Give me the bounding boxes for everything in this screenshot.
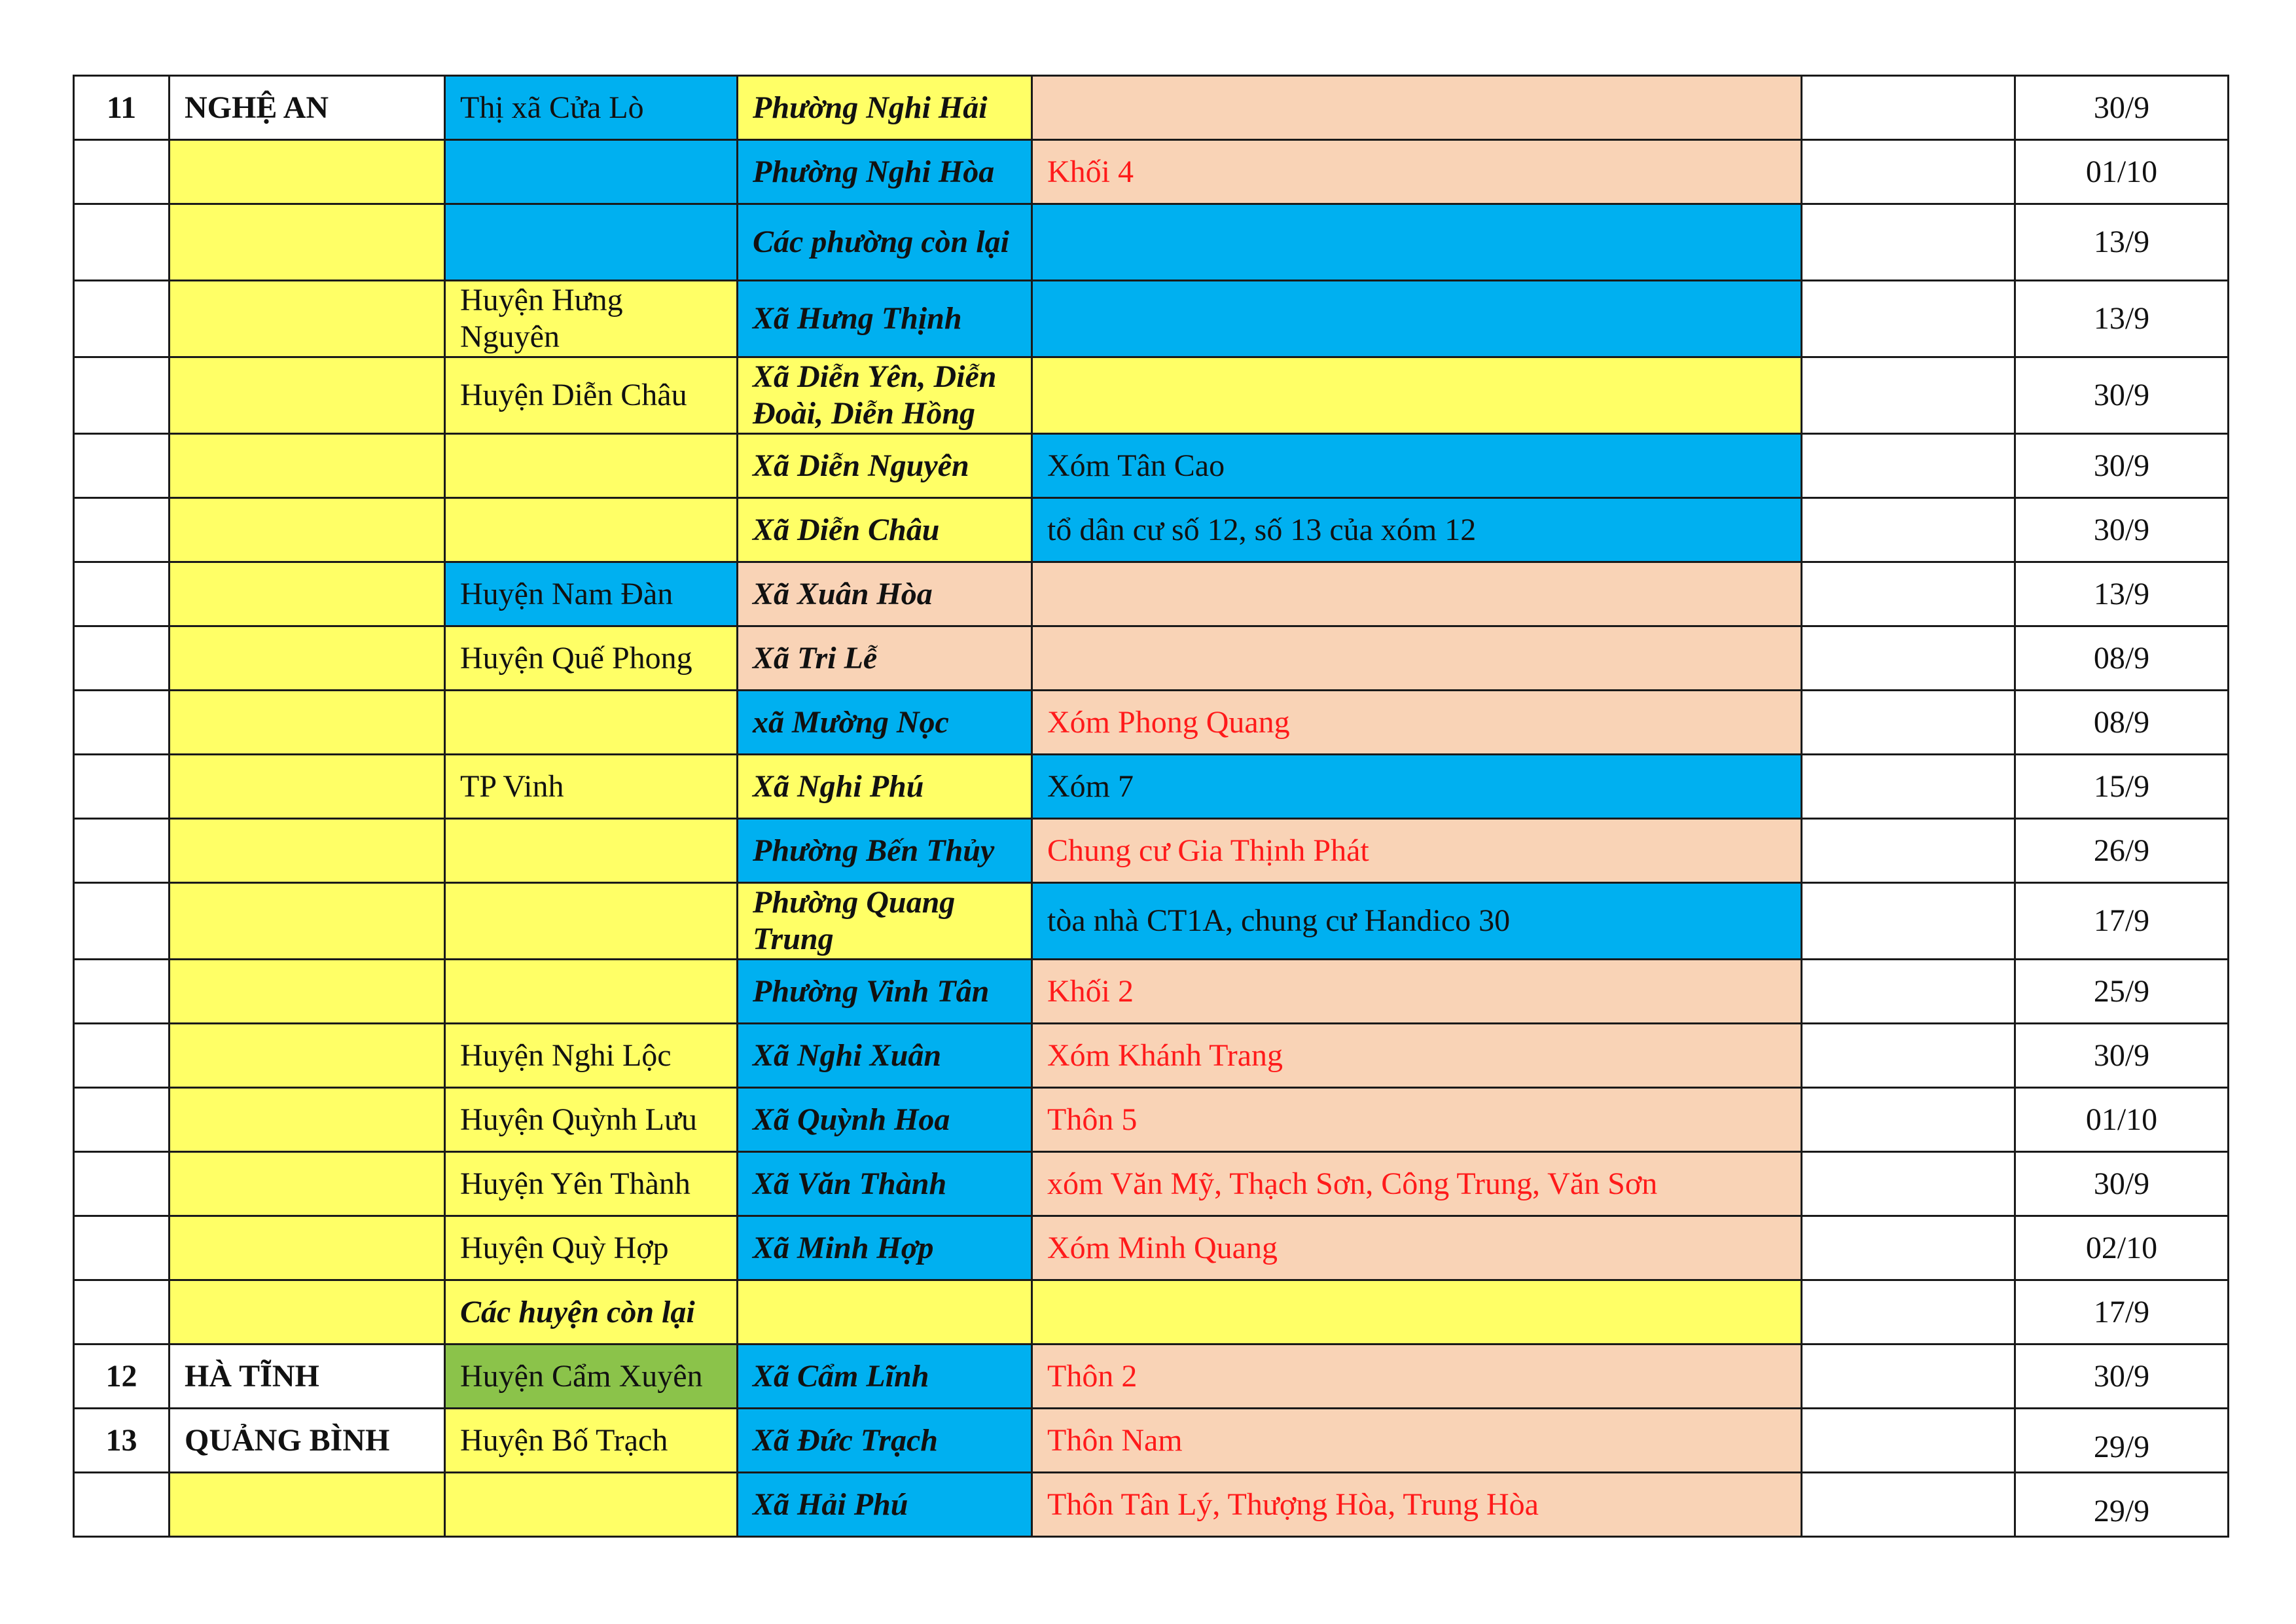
area-cell: Thôn Nam [1032, 1409, 1802, 1473]
province-cell [170, 755, 445, 819]
area-cell [1032, 1280, 1802, 1344]
date-cell: 30/9 [2015, 498, 2229, 562]
province-cell: HÀ TĨNH [170, 1344, 445, 1409]
ward-cell: Phường Quang Trung [738, 883, 1032, 960]
stt-cell: 12 [74, 1344, 170, 1409]
ward-cell: Phường Vinh Tân [738, 960, 1032, 1024]
ward-cell: Xã Hưng Thịnh [738, 281, 1032, 357]
table-row [74, 960, 2229, 1024]
table-row [74, 1280, 2229, 1344]
stt-cell [74, 498, 170, 562]
table-row [74, 1216, 2229, 1280]
empty-cell [1802, 498, 2015, 562]
table-row [74, 819, 2229, 883]
table-row [74, 755, 2229, 819]
table-row [74, 562, 2229, 626]
date-cell: 29/9 [2015, 1473, 2229, 1537]
empty-cell [1802, 1024, 2015, 1088]
province-cell [170, 960, 445, 1024]
empty-cell [1802, 204, 2015, 281]
stt-cell [74, 691, 170, 755]
district-cell [445, 498, 738, 562]
area-cell [1032, 76, 1802, 140]
district-cell [445, 434, 738, 498]
district-cell: Thị xã Cửa Lò [445, 76, 738, 140]
province-cell [170, 691, 445, 755]
table-row [74, 1024, 2229, 1088]
table-row [74, 357, 2229, 434]
empty-cell [1802, 1409, 2015, 1473]
date-cell: 13/9 [2015, 204, 2229, 281]
province-cell [170, 1216, 445, 1280]
stt-cell [74, 755, 170, 819]
district-cell: Huyện Quỳnh Lưu [445, 1088, 738, 1152]
empty-cell [1802, 140, 2015, 204]
stt-cell: 13 [74, 1409, 170, 1473]
ward-cell: Xã Nghi Phú [738, 755, 1032, 819]
province-cell [170, 883, 445, 960]
table-row [74, 140, 2229, 204]
empty-cell [1802, 1473, 2015, 1537]
table-row [74, 691, 2229, 755]
area-cell [1032, 281, 1802, 357]
stt-cell [74, 626, 170, 691]
empty-cell [1802, 1088, 2015, 1152]
province-cell: QUẢNG BÌNH [170, 1409, 445, 1473]
table-row [74, 76, 2229, 140]
district-cell [445, 691, 738, 755]
ward-cell: Xã Cẩm Lĩnh [738, 1344, 1032, 1409]
date-cell: 30/9 [2015, 1344, 2229, 1409]
ward-cell: Xã Văn Thành [738, 1152, 1032, 1216]
district-cell [445, 819, 738, 883]
district-cell: Huyện Quế Phong [445, 626, 738, 691]
ward-cell: Phường Bến Thủy [738, 819, 1032, 883]
area-cell: Xóm Khánh Trang [1032, 1024, 1802, 1088]
date-cell: 01/10 [2015, 140, 2229, 204]
area-cell [1032, 204, 1802, 281]
empty-cell [1802, 755, 2015, 819]
date-cell: 30/9 [2015, 1152, 2229, 1216]
ward-cell: Xã Diễn Nguyên [738, 434, 1032, 498]
stt-cell [74, 281, 170, 357]
date-cell: 13/9 [2015, 281, 2229, 357]
ward-cell: Xã Tri Lễ [738, 626, 1032, 691]
stt-cell [74, 819, 170, 883]
stt-cell [74, 204, 170, 281]
ward-cell: Phường Nghi Hải [738, 76, 1032, 140]
date-cell: 01/10 [2015, 1088, 2229, 1152]
date-cell: 29/9 [2015, 1409, 2229, 1473]
empty-cell [1802, 1152, 2015, 1216]
area-cell: xóm Văn Mỹ, Thạch Sơn, Công Trung, Văn Sơn [1032, 1152, 1802, 1216]
ward-cell: Xã Minh Hợp [738, 1216, 1032, 1280]
district-cell [445, 1473, 738, 1537]
province-cell [170, 204, 445, 281]
date-cell: 17/9 [2015, 883, 2229, 960]
empty-cell [1802, 357, 2015, 434]
empty-cell [1802, 960, 2015, 1024]
area-cell: Khối 4 [1032, 140, 1802, 204]
date-cell: 30/9 [2015, 1024, 2229, 1088]
table-row [74, 883, 2229, 960]
date-cell: 13/9 [2015, 562, 2229, 626]
empty-cell [1802, 626, 2015, 691]
table-row [74, 626, 2229, 691]
ward-cell: Phường Nghi Hòa [738, 140, 1032, 204]
area-cell: Xóm Minh Quang [1032, 1216, 1802, 1280]
province-cell [170, 357, 445, 434]
district-cell: Huyện Diễn Châu [445, 357, 738, 434]
stt-cell [74, 357, 170, 434]
date-cell: 30/9 [2015, 357, 2229, 434]
ward-cell [738, 1280, 1032, 1344]
empty-cell [1802, 76, 2015, 140]
area-cell: Thôn 5 [1032, 1088, 1802, 1152]
date-cell: 30/9 [2015, 76, 2229, 140]
province-cell [170, 434, 445, 498]
province-cell [170, 1280, 445, 1344]
province-cell [170, 281, 445, 357]
district-cell [445, 883, 738, 960]
stt-cell [74, 1280, 170, 1344]
province-cell [170, 1473, 445, 1537]
date-cell: 30/9 [2015, 434, 2229, 498]
province-cell [170, 1024, 445, 1088]
area-cell: Xóm Tân Cao [1032, 434, 1802, 498]
area-cell: tòa nhà CT1A, chung cư Handico 30 [1032, 883, 1802, 960]
empty-cell [1802, 562, 2015, 626]
area-cell: Xóm Phong Quang [1032, 691, 1802, 755]
table-row [74, 1152, 2229, 1216]
ward-cell: Xã Quỳnh Hoa [738, 1088, 1032, 1152]
empty-cell [1802, 434, 2015, 498]
table-row [74, 498, 2229, 562]
table-row [74, 1409, 2229, 1473]
ward-cell: Xã Đức Trạch [738, 1409, 1032, 1473]
province-cell: NGHỆ AN [170, 76, 445, 140]
ward-cell: Xã Hải Phú [738, 1473, 1032, 1537]
ward-cell: Các phường còn lại [738, 204, 1032, 281]
stt-cell [74, 1024, 170, 1088]
district-cell: Huyện Quỳ Hợp [445, 1216, 738, 1280]
province-cell [170, 1088, 445, 1152]
empty-cell [1802, 1216, 2015, 1280]
empty-cell [1802, 281, 2015, 357]
stt-cell [74, 1152, 170, 1216]
stt-cell [74, 140, 170, 204]
outbreak-area-table [73, 75, 2229, 1538]
area-cell: Thôn 2 [1032, 1344, 1802, 1409]
empty-cell [1802, 1344, 2015, 1409]
stt-cell [74, 434, 170, 498]
area-cell: tổ dân cư số 12, số 13 của xóm 12 [1032, 498, 1802, 562]
district-cell: Các huyện còn lại [445, 1280, 738, 1344]
stt-cell [74, 1216, 170, 1280]
stt-cell [74, 1473, 170, 1537]
date-cell: 25/9 [2015, 960, 2229, 1024]
district-cell: Huyện Nghi Lộc [445, 1024, 738, 1088]
empty-cell [1802, 883, 2015, 960]
date-cell: 15/9 [2015, 755, 2229, 819]
ward-cell: Xã Diễn Châu [738, 498, 1032, 562]
province-cell [170, 562, 445, 626]
ward-cell: Xã Nghi Xuân [738, 1024, 1032, 1088]
date-cell: 26/9 [2015, 819, 2229, 883]
date-cell: 08/9 [2015, 691, 2229, 755]
table-row [74, 1344, 2229, 1409]
table-row [74, 434, 2229, 498]
province-cell [170, 140, 445, 204]
stt-cell [74, 960, 170, 1024]
area-cell [1032, 357, 1802, 434]
ward-cell: Xã Xuân Hòa [738, 562, 1032, 626]
area-cell [1032, 562, 1802, 626]
district-cell: Huyện Yên Thành [445, 1152, 738, 1216]
table-row [74, 1088, 2229, 1152]
district-cell [445, 204, 738, 281]
district-cell [445, 140, 738, 204]
district-cell: Huyện Cẩm Xuyên [445, 1344, 738, 1409]
district-cell: Huyện Hưng Nguyên [445, 281, 738, 357]
district-cell: Huyện Nam Đàn [445, 562, 738, 626]
table-row [74, 204, 2229, 281]
province-cell [170, 498, 445, 562]
province-cell [170, 819, 445, 883]
district-cell: TP Vinh [445, 755, 738, 819]
stt-cell: 11 [74, 76, 170, 140]
table-row [74, 1473, 2229, 1537]
stt-cell [74, 562, 170, 626]
ward-cell: xã Mường Nọc [738, 691, 1032, 755]
table-row [74, 281, 2229, 357]
date-cell: 08/9 [2015, 626, 2229, 691]
area-cell: Thôn Tân Lý, Thượng Hòa, Trung Hòa [1032, 1473, 1802, 1537]
date-cell: 02/10 [2015, 1216, 2229, 1280]
empty-cell [1802, 691, 2015, 755]
stt-cell [74, 1088, 170, 1152]
date-cell: 17/9 [2015, 1280, 2229, 1344]
empty-cell [1802, 1280, 2015, 1344]
stt-cell [74, 883, 170, 960]
area-cell [1032, 626, 1802, 691]
empty-cell [1802, 819, 2015, 883]
area-cell: Chung cư Gia Thịnh Phát [1032, 819, 1802, 883]
area-cell: Khối 2 [1032, 960, 1802, 1024]
province-cell [170, 1152, 445, 1216]
province-cell [170, 626, 445, 691]
ward-cell: Xã Diễn Yên, Diễn Đoài, Diễn Hồng [738, 357, 1032, 434]
area-cell: Xóm 7 [1032, 755, 1802, 819]
district-cell [445, 960, 738, 1024]
district-cell: Huyện Bố Trạch [445, 1409, 738, 1473]
